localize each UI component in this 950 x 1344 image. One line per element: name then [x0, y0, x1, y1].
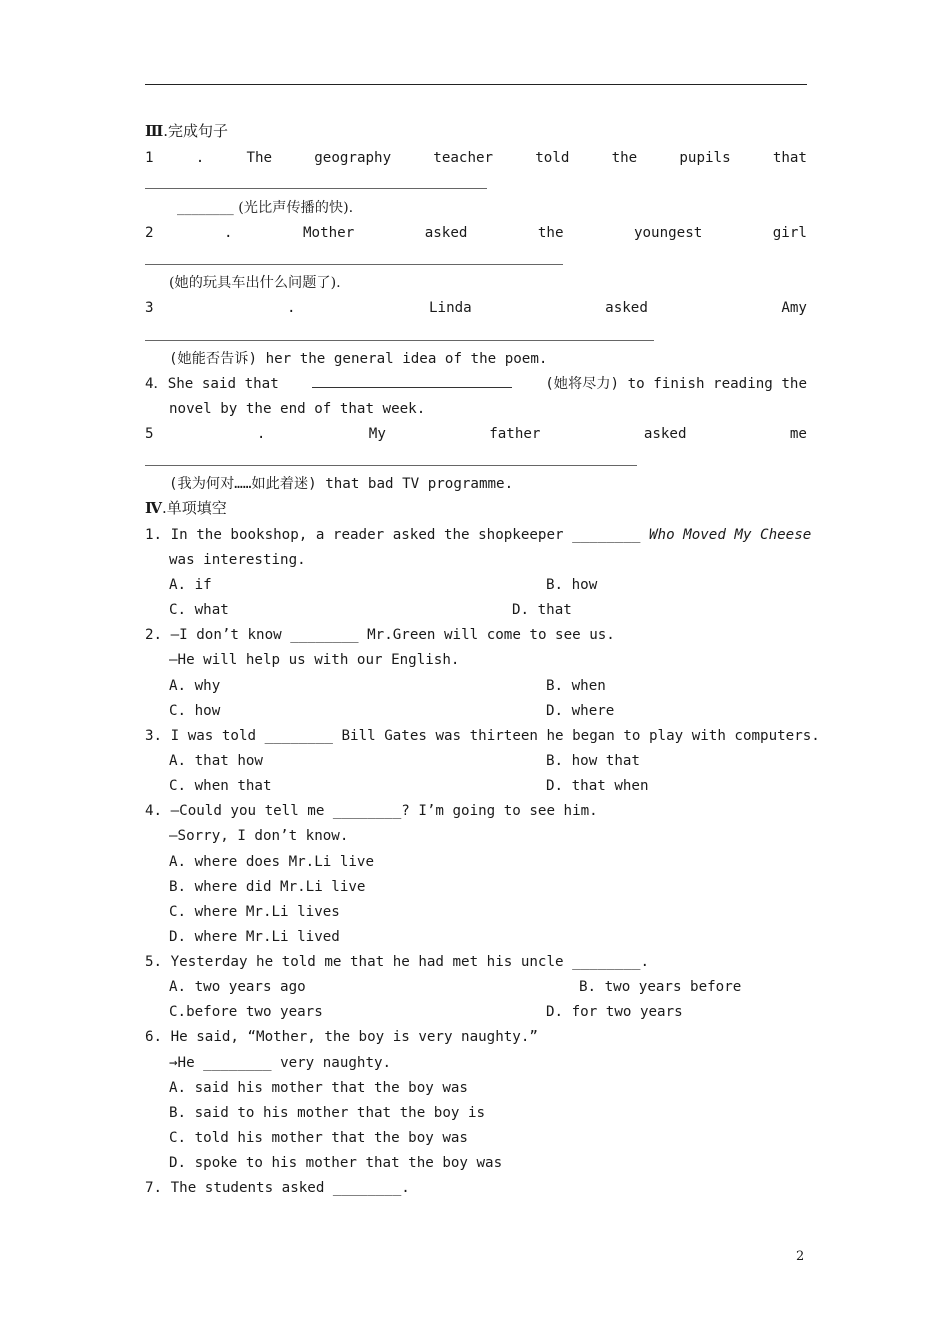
answer-line-2[interactable]: [145, 264, 563, 265]
question-3: 3. I was told ________ Bill Gates was thirteen he began to play with computers.: [145, 728, 820, 744]
answer-line-1[interactable]: [145, 188, 487, 189]
question-4-cont: —Sorry, I don’t know.: [169, 828, 349, 844]
q5-option-a[interactable]: A. two years ago: [169, 979, 306, 995]
q6-option-a[interactable]: A. said his mother that the boy was: [169, 1080, 468, 1096]
q6-option-c[interactable]: C. told his mother that the boy was: [169, 1130, 468, 1146]
q2-option-c[interactable]: C. how: [169, 703, 221, 719]
q2-option-a[interactable]: A. why: [169, 678, 221, 694]
q5-option-d[interactable]: D. for two years: [546, 1004, 683, 1020]
q6-option-b[interactable]: B. said to his mother that the boy is: [169, 1105, 486, 1121]
question-5: 5. Yesterday he told me that he had met his uncle ________.: [145, 954, 649, 970]
q4-option-c[interactable]: C. where Mr.Li lives: [169, 904, 340, 920]
q1-option-a[interactable]: A. if: [169, 577, 212, 593]
header-rule: [145, 84, 807, 85]
question-7: 7. The students asked ________.: [145, 1180, 410, 1196]
section-4-heading: Ⅳ.单项填空: [145, 499, 227, 517]
question-4: 4. —Could you tell me ________? I’m going to see him.: [145, 803, 598, 819]
q3-option-b[interactable]: B. how that: [546, 753, 640, 769]
question-2-cont: —He will help us with our English.: [169, 652, 460, 668]
q2-option-b[interactable]: B. when: [546, 678, 606, 694]
question-6-cont: →He ________ very naughty.: [169, 1055, 392, 1071]
q2-option-d[interactable]: D. where: [546, 703, 615, 719]
q5-option-b[interactable]: B. two years before: [579, 979, 742, 995]
q5-option-c[interactable]: C.before two years: [169, 1004, 323, 1020]
sentence-1-line: 1 . The geography teacher told the pupils that: [145, 150, 807, 166]
q1-option-b[interactable]: B. how: [546, 577, 598, 593]
sentence-1-hint: ________ (光比声传播的快).: [177, 200, 354, 216]
page-number: 2: [796, 1249, 805, 1264]
answer-line-3[interactable]: [145, 340, 654, 341]
answer-line-5[interactable]: [145, 465, 637, 466]
q6-option-d[interactable]: D. spoke to his mother that the boy was: [169, 1155, 503, 1171]
section-3-heading: Ⅲ.完成句子: [145, 122, 229, 140]
question-1: 1. In the bookshop, a reader asked the shopkeeper ________ Who Moved My Cheese: [145, 527, 812, 543]
question-1-cont: was interesting.: [169, 552, 306, 568]
sentence-2-line: 2 . Mother asked the youngest girl: [145, 225, 807, 241]
q3-option-d[interactable]: D. that when: [546, 778, 649, 794]
sentence-4-line: 4．She said that (她将尽力) to finish reading the: [145, 376, 807, 392]
sentence-2-hint: (她的玩具车出什么问题了).: [169, 275, 341, 291]
q1-option-d[interactable]: D. that: [512, 602, 572, 618]
answer-blank-4[interactable]: [312, 375, 512, 388]
q3-option-a[interactable]: A. that how: [169, 753, 263, 769]
q3-option-c[interactable]: C. when that: [169, 778, 272, 794]
sentence-4-cont: novel by the end of that week.: [169, 401, 426, 417]
question-2: 2. —I don’t know ________ Mr.Green will come to see us.: [145, 627, 615, 643]
q1-option-c[interactable]: C. what: [169, 602, 229, 618]
q4-option-a[interactable]: A. where does Mr.Li live: [169, 854, 374, 870]
sentence-3-hint: (她能否告诉) her the general idea of the poem.: [169, 351, 548, 367]
sentence-5-hint: (我为何对……如此着迷) that bad TV programme.: [169, 476, 514, 492]
sentence-5-line: 5 . My father asked me: [145, 426, 807, 442]
question-6: 6. He said, “Mother, the boy is very naughty.”: [145, 1029, 538, 1045]
q4-option-d[interactable]: D. where Mr.Li lived: [169, 929, 340, 945]
q4-option-b[interactable]: B. where did Mr.Li live: [169, 879, 366, 895]
sentence-3-line: 3 . Linda asked Amy: [145, 300, 807, 316]
